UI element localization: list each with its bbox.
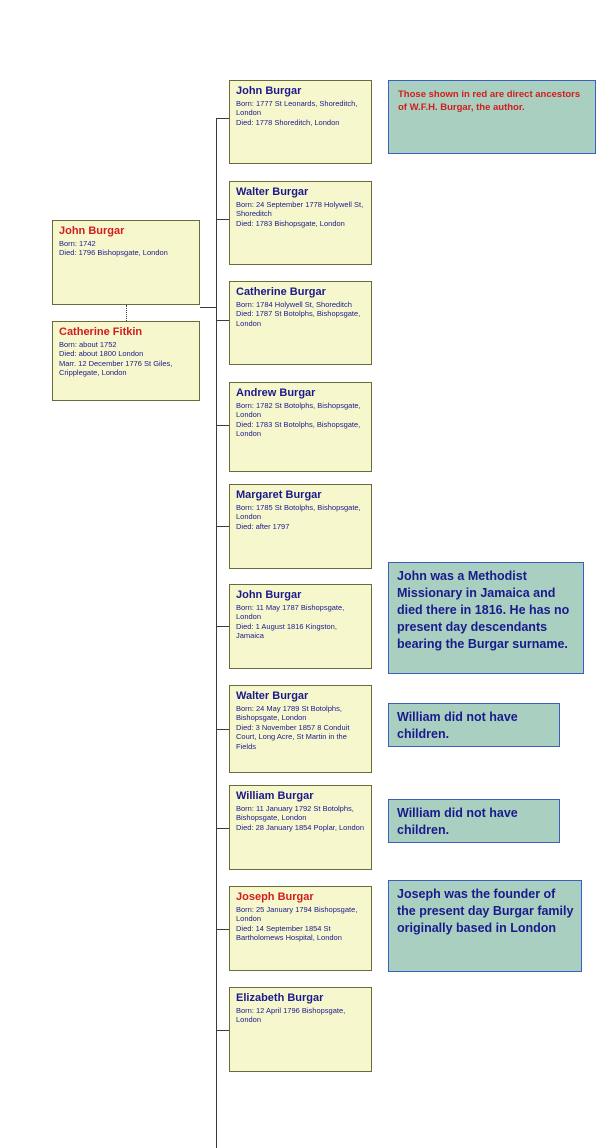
person-node-child-1[interactable]: [229, 80, 372, 164]
connector-trunk-vertical: [216, 118, 217, 1148]
person-name: Catherine Fitkin: [59, 326, 143, 338]
person-details: Born: about 1752 Died: about 1800 London Marr. 12 December 1776 St Giles, Cripplegate, London: [59, 340, 173, 378]
note-william-no-children: [388, 799, 560, 843]
person-details: Born: 1782 St Botolphs, Bishopsgate, London Died: 1783 St Botolphs, Bishopsgate, London: [236, 401, 361, 439]
person-name: William Burgar: [236, 790, 314, 802]
person-node-child-4[interactable]: [229, 382, 372, 472]
person-node-child-3[interactable]: [229, 281, 372, 365]
person-node-child-6[interactable]: [229, 584, 372, 669]
note-joseph-founder: [388, 880, 582, 972]
connector-child-stub: [216, 425, 230, 426]
connector-child-stub: [216, 729, 230, 730]
person-node-child-7[interactable]: [229, 685, 372, 773]
person-node-child-10[interactable]: [229, 987, 372, 1072]
person-name: John Burgar: [59, 225, 125, 237]
person-node-parent-mother[interactable]: [52, 321, 200, 401]
person-details: Born: 24 May 1789 St Botolphs, Bishopsgate, London Died: 3 November 1857 8 Conduit Court, Long Acre, St Martin in the Fields: [236, 704, 350, 751]
note-text: William did not have children.: [397, 710, 518, 741]
legend-box: [388, 80, 596, 154]
person-name: Walter Burgar: [236, 690, 309, 702]
person-name: John Burgar: [236, 85, 302, 97]
person-details: Born: 25 January 1794 Bishopsgate, London Died: 14 September 1854 St Bartholomews Hospital, London: [236, 905, 358, 943]
connector-child-stub: [216, 828, 230, 829]
connector-child-stub: [216, 626, 230, 627]
person-node-child-9[interactable]: [229, 886, 372, 971]
person-details: Born: 1784 Holywell St, Shoreditch Died: 1787 St Botolphs, Bishopsgate, London: [236, 300, 361, 328]
connector-child-stub: [216, 320, 230, 321]
person-name: John Burgar: [236, 589, 302, 601]
person-node-child-2[interactable]: [229, 181, 372, 265]
person-details: Born: 1785 St Botolphs, Bishopsgate, London Died: after 1797: [236, 503, 361, 531]
person-details: Born: 24 September 1778 Holywell St, Shoreditch Died: 1783 Bishopsgate, London: [236, 200, 364, 228]
person-name: Walter Burgar: [236, 186, 309, 198]
person-details: Born: 1777 St Leonards, Shoreditch, London Died: 1778 Shoreditch, London: [236, 99, 358, 127]
person-details: Born: 12 April 1796 Bishopsgate, London: [236, 1006, 346, 1025]
person-name: Andrew Burgar: [236, 387, 316, 399]
note-text: John was a Methodist Missionary in Jamaica and died there in 1816. He has no present day descendants bearing the Burgar surname.: [397, 569, 570, 651]
marriage-connector: [126, 305, 127, 321]
person-name: Joseph Burgar: [236, 891, 314, 903]
person-name: Elizabeth Burgar: [236, 992, 324, 1004]
person-details: Born: 11 January 1792 St Botolphs, Bishopsgate, London Died: 28 January 1854 Poplar, London: [236, 804, 365, 832]
person-node-child-8[interactable]: [229, 785, 372, 870]
note-text: Joseph was the founder of the present day Burgar family originally based in London: [397, 887, 574, 935]
legend-text: Those shown in red are direct ancestors of W.F.H. Burgar, the author.: [398, 89, 581, 113]
connector-child-stub: [216, 1030, 230, 1031]
person-node-parent-father[interactable]: [52, 220, 200, 305]
person-node-child-5[interactable]: [229, 484, 372, 569]
note-john-missionary: [388, 562, 584, 674]
person-name: Catherine Burgar: [236, 286, 326, 298]
connector-child-stub: [216, 929, 230, 930]
person-details: Born: 11 May 1787 Bishopsgate, London Died: 1 August 1816 Kingston, Jamaica: [236, 603, 345, 641]
connector-child-stub: [216, 118, 230, 119]
connector-child-stub: [216, 526, 230, 527]
connector-parent-horizontal: [200, 307, 216, 308]
person-details: Born: 1742 Died: 1796 Bishopsgate, London: [59, 239, 168, 258]
note-walter-no-children: [388, 703, 560, 747]
connector-child-stub: [216, 219, 230, 220]
person-name: Margaret Burgar: [236, 489, 322, 501]
note-text: William did not have children.: [397, 806, 518, 837]
